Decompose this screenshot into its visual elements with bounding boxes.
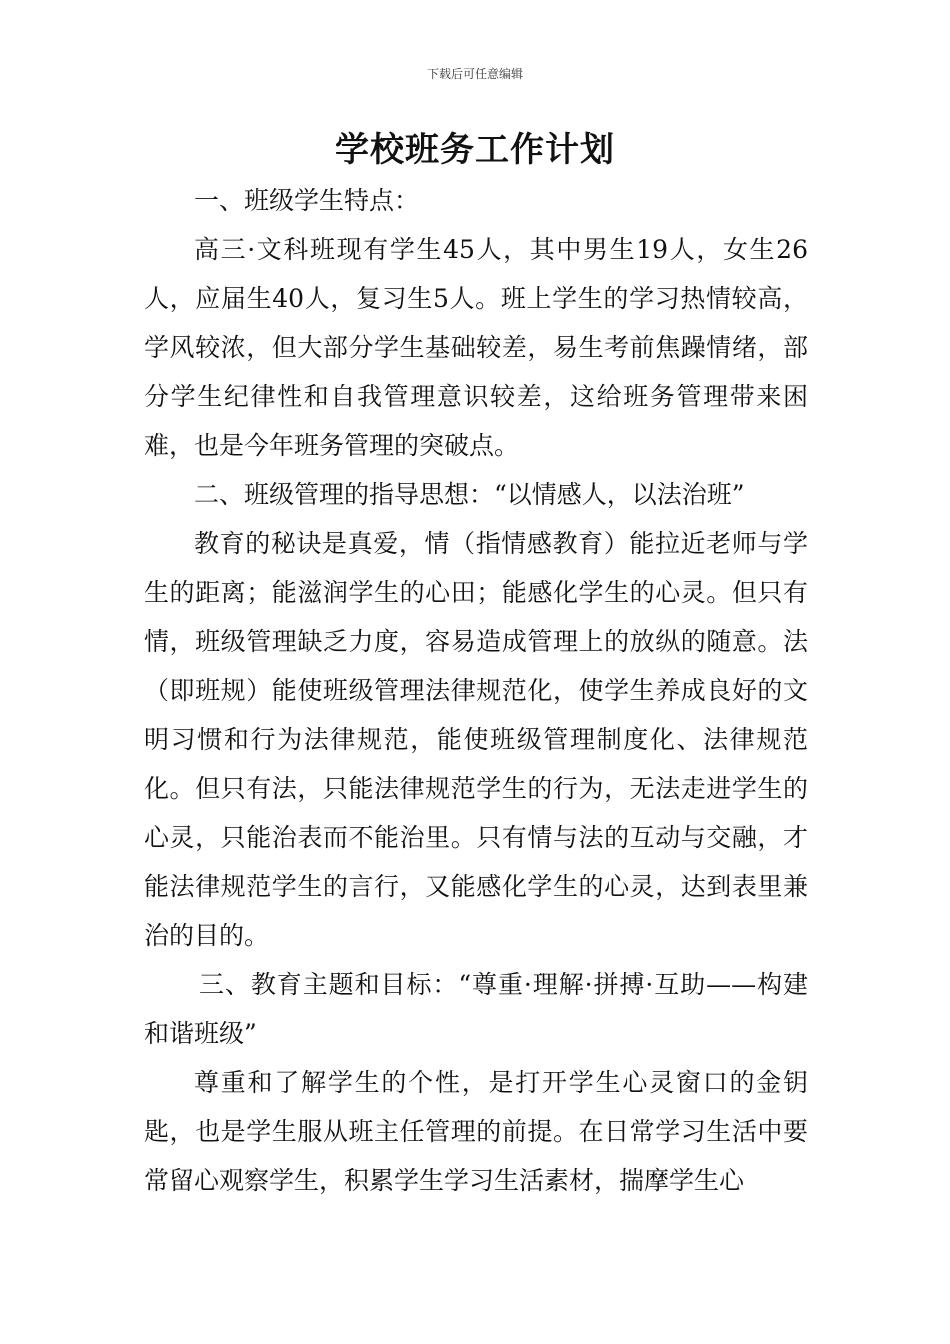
section-heading-3: 三、教育主题和目标：“尊重·理解·拼搏·互助——构建和谐班级” <box>144 970 808 1048</box>
page-header: 下载后可任意编辑 <box>426 67 523 81</box>
section-heading-1: 一、班级学生特点： <box>194 186 420 215</box>
document-title: 学校班务工作计划 <box>335 130 615 170</box>
section-paragraph-1: 高三·文科班现有学生45人，其中男生19人，女生26人，应届生40人，复习生5人。班上学生的学习热情较高，学风较浓，但大部分学生基础较差，易生考前焦躁情绪，部分学生纪律性和自我管理意识较差，这给班务管理带来困难，也是今年班务管理的突破点。 <box>144 235 808 460</box>
section-paragraph-3: 尊重和了解学生的个性，是打开学生心灵窗口的金钥匙，也是学生服从班主任管理的前提。在日常学习生活中要常留心观察学生，积累学生学习生活素材，揣摩学生心 <box>144 1068 808 1195</box>
document-body <box>144 176 808 1205</box>
section-paragraph-2: 教育的秘诀是真爱，情（指情感教育）能拉近老师与学生的距离；能滋润学生的心田；能感化学生的心灵。但只有情，班级管理缺乏力度，容易造成管理上的放纵的随意。法（即班规）能使班级管理法律规范化，使学生养成良好的文明习惯和行为法律规范，能使班级管理制度化、法律规范化。但只有法，只能法律规范学生的行为，无法走进学生的心灵，只能治表而不能治里。只有情与法的互动与交融，才能法律规范学生的言行，又能感化学生的心灵，达到表里兼治的目的。 <box>144 529 808 950</box>
section-heading-2: 二、班级管理的指导思想：“以情感人，以法治班” <box>194 480 745 509</box>
